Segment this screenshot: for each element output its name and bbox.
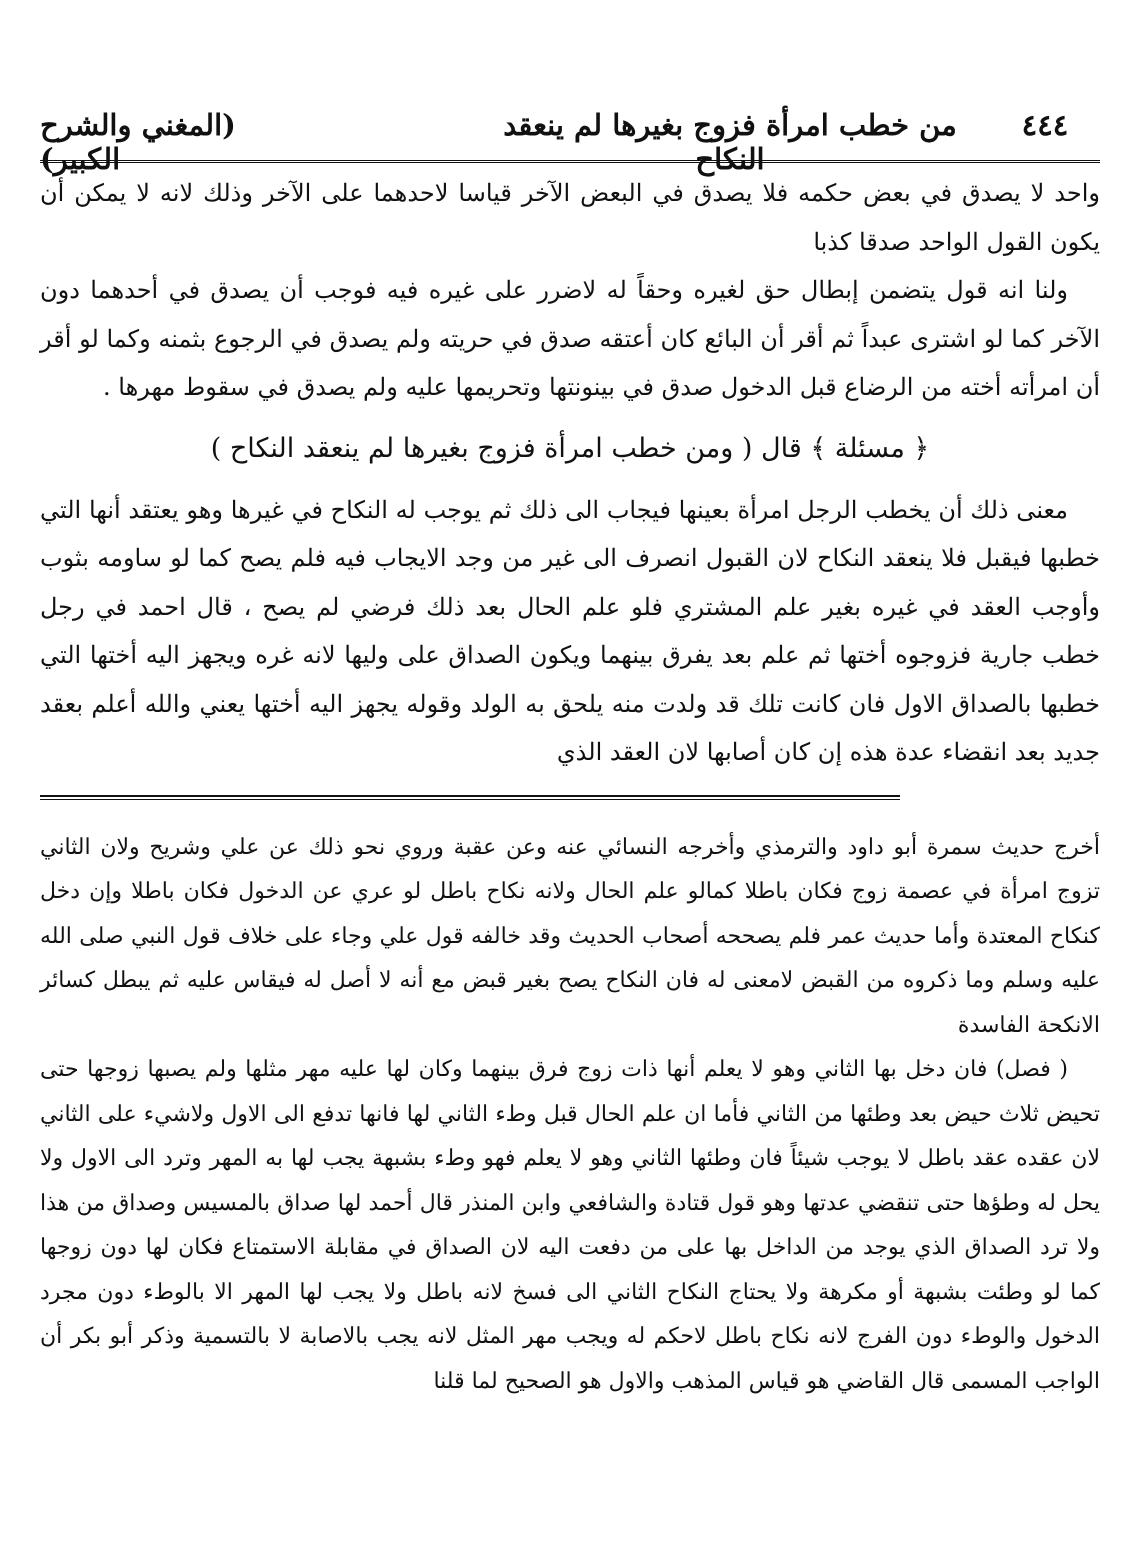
main-text bbox=[40, 169, 1100, 777]
footnote-paragraph: ( فصل) فان دخل بها الثاني وهو لا يعلم أنها ذات زوج فرق بينهما وكان لها عليه مهر مثلها ولم يصبها زوجها حتى تحيض ثلاث حيض بعد وطئها من الثاني فأما ان علم الحال قبل وطء الثاني لها فانها تدفع الى الاول ولاشيء على الثاني لان عقده عقد باطل لا يوجب شيئاً فان وطئها الثاني وهو لا يعلم فهو وطء بشبهة يجب لها به المهر وترد الى الاول ولا يحل له وطؤها حتى تنقضي عدتها وهو قول قتادة والشافعي وابن المنذر قال أحمد لها صداق بالمسيس وصداق من هذا ولا ترد الصداق الذي يوجد من الداخل بها على من دفعت اليه لان الصداق في مقابلة الاستمتاع فكان لها دون زوجها كما لو وطئت بشبهة أو مكرهة ولا يحتاج النكاح الثاني الى فسخ لانه باطل ولا يجب لها المهر الا بالوطء دون مجرد الدخول والوطء دون الفرج لانه نكاح باطل لاحكم له ويجب مهر المثل لانه يجب بالاصابة لا بالتسمية وذكر أبو بكر أن الواجب المسمى قال القاضي هو قياس المذهب والاول هو الصحيح لما قلنا bbox=[40, 1057, 1101, 1394]
page-header bbox=[40, 108, 1100, 176]
book-page bbox=[40, 108, 1100, 1528]
main-paragraph: واحد لا يصدق في بعض حكمه فلا يصدق في البعض الآخر قياسا لاحدهما على الآخر وذلك لانه لا يمكن أن يكون القول الواحد صدقا كذبا bbox=[40, 179, 1100, 256]
running-title: من خطب امرأة فزوج بغيرها لم ينعقد النكاح bbox=[503, 108, 957, 176]
footnote-paragraph: أخرج حديث سمرة أبو داود والترمذي وأخرجه النسائي عنه وعن عقبة وروي نحو ذلك عن علي وشريح ولان الثاني تزوج امرأة في عصمة زوج فكان باطلا كمالو علم الحال ولانه نكاح باطل لو عري عن الدخول فكان باطلا وإن دخل كنكاح المعتدة وأما حديث عمر فلم يصححه أصحاب الحديث وقد خالفه قول علي وجاء على خلاف قول النبي صلى الله عليه وسلم وما ذكروه من القبض لامعنى له فان النكاح يصح بغير قبض مع أنه لا أصل له فيقاس عليه ثم يبطل كسائر الانكحة الفاسدة bbox=[40, 834, 1100, 1038]
main-paragraph: ولنا انه قول يتضمن إبطال حق لغيره وحقاً له لاضرر على غيره فيه فوجب أن يصدق في أحدهما دون الآخر كما لو اشترى عبداً ثم أقر أن البائع كان أعتقه صدق في حريته ولم يصدق في الرجوع بثمنه وكما لو أقر أن امرأته أخته من الرضاع قبل الدخول صدق في بينونتها وتحريمها عليه ولم يصدق في سقوط مهرها . bbox=[40, 276, 1100, 401]
footnote-text bbox=[40, 826, 1100, 1405]
main-paragraph: معنى ذلك أن يخطب الرجل امرأة بعينها فيجاب الى ذلك ثم يوجب له النكاح في غيرها وهو يعتقد أنها التي خطبها فيقبل فلا ينعقد النكاح لان القبول انصرف الى غير من وجد الايجاب فيه فلم يصح كما لو ساومه بثوب وأوجب العقد في غيره بغير علم المشتري فلو علم الحال بعد ذلك فرضي لم يصح ، قال احمد في رجل خطب جارية فزوجوه أختها ثم علم بعد يفرق بينهما ويكون الصداق على وليها لانه غره ويجهز اليه أختها التي خطبها بالصداق الاول فان كانت تلك قد ولدت منه يلحق به الولد وقوله يجهز اليه أختها يعني والله أعلم بعقد جديد بعد انقضاء عدة هذه إن كان أصابها لان العقد الذي bbox=[40, 495, 1100, 766]
book-title: (المغني والشرح الكبير) bbox=[40, 108, 236, 176]
section-heading: ﴿ مسئلة ﴾ قال ( ومن خطب امرأة فزوج بغيرها لم ينعقد النكاح ) bbox=[210, 432, 930, 464]
page-number: ٤٤٤ bbox=[1021, 108, 1069, 142]
footnote-separator bbox=[40, 795, 900, 800]
